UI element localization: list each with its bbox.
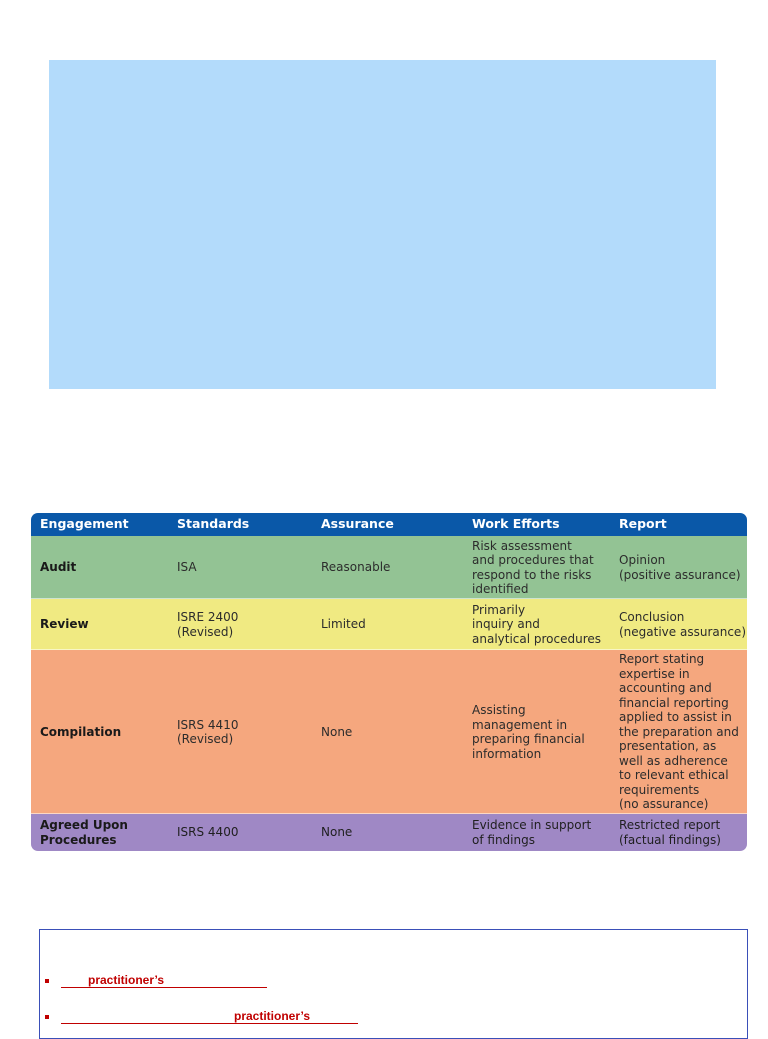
cell-line: ISRS 4410 bbox=[177, 717, 239, 732]
bullet-icon bbox=[45, 1015, 49, 1019]
cell-line: applied to assist in bbox=[619, 710, 732, 725]
cell-line: Limited bbox=[321, 617, 366, 632]
blue-placeholder-box bbox=[49, 60, 716, 389]
cell-work-efforts bbox=[472, 650, 618, 814]
cell-engagement bbox=[40, 599, 168, 650]
cell-line: (negative assurance) bbox=[619, 624, 746, 639]
note-item-1 bbox=[45, 973, 267, 989]
cell-line: Primarily bbox=[472, 602, 526, 617]
table-header-row bbox=[31, 513, 747, 536]
cell-standards bbox=[177, 650, 317, 814]
cell-line: ISA bbox=[177, 560, 197, 575]
cell-assurance bbox=[321, 536, 471, 599]
engagement-table bbox=[31, 513, 747, 851]
cell-line: analytical procedures bbox=[472, 631, 602, 646]
cell-line: well as adherence bbox=[619, 753, 728, 768]
bullet-icon bbox=[45, 979, 49, 983]
table-row-compilation bbox=[31, 650, 747, 814]
cell-line: Review bbox=[40, 617, 89, 632]
cell-assurance bbox=[321, 650, 471, 814]
cell-engagement bbox=[40, 650, 168, 814]
cell-line: ISRE 2400 bbox=[177, 610, 239, 624]
cell-line: Agreed Upon bbox=[40, 818, 128, 832]
table-row-agreed-upon-procedures bbox=[31, 814, 747, 851]
cell-work-efforts bbox=[472, 599, 618, 650]
cell-line: and procedures that bbox=[472, 553, 594, 567]
cell-assurance bbox=[321, 599, 471, 650]
cell-report bbox=[619, 536, 747, 599]
cell-line: Conclusion bbox=[619, 610, 685, 624]
cell-line: (Revised) bbox=[177, 624, 234, 639]
cell-engagement bbox=[40, 536, 168, 599]
note-text: practitioner’s bbox=[88, 973, 165, 987]
cell-line: Opinion bbox=[619, 553, 666, 567]
cell-line: Audit bbox=[40, 560, 77, 575]
cell-assurance bbox=[321, 814, 471, 851]
cell-line: management in bbox=[472, 717, 568, 732]
note-item-2 bbox=[45, 1009, 358, 1025]
cell-work-efforts bbox=[472, 814, 618, 851]
header-standards: Standards bbox=[177, 516, 250, 532]
cell-standards bbox=[177, 536, 317, 599]
cell-line: preparing financial bbox=[472, 732, 585, 746]
cell-line: presentation, as bbox=[619, 739, 717, 754]
cell-line: Report stating bbox=[619, 652, 705, 667]
header-report: Report bbox=[619, 516, 667, 532]
note-blank bbox=[61, 973, 267, 988]
cell-standards bbox=[177, 599, 317, 650]
cell-line: accounting and bbox=[619, 681, 712, 696]
note-blank bbox=[61, 1009, 358, 1024]
cell-line: Procedures bbox=[40, 832, 117, 847]
cell-line: information bbox=[472, 746, 542, 761]
cell-line: Reasonable bbox=[321, 560, 391, 575]
cell-line: None bbox=[321, 825, 353, 840]
cell-line: Risk assessment bbox=[472, 538, 572, 553]
header-engagement: Engagement bbox=[40, 516, 129, 532]
cell-line: Evidence in support bbox=[472, 818, 592, 832]
cell-line: of findings bbox=[472, 832, 535, 847]
cell-line: Assisting bbox=[472, 703, 526, 717]
table-row-audit bbox=[31, 536, 747, 599]
cell-line: Restricted report bbox=[619, 818, 721, 832]
cell-engagement bbox=[40, 814, 168, 851]
cell-line: the preparation and bbox=[619, 724, 739, 739]
cell-standards bbox=[177, 814, 317, 851]
cell-line: ISRS 4400 bbox=[177, 825, 239, 840]
cell-line: (factual findings) bbox=[619, 832, 721, 847]
cell-line: (Revised) bbox=[177, 732, 234, 746]
cell-report bbox=[619, 814, 747, 851]
cell-line: expertise in bbox=[619, 666, 690, 681]
cell-line: inquiry and bbox=[472, 617, 540, 632]
note-text: practitioner’s bbox=[234, 1009, 311, 1023]
cell-line: (no assurance) bbox=[619, 797, 709, 812]
cell-line: requirements bbox=[619, 782, 700, 797]
cell-line: (positive assurance) bbox=[619, 567, 741, 582]
cell-line: respond to the risks bbox=[472, 567, 592, 582]
cell-line: financial reporting bbox=[619, 695, 729, 710]
cell-work-efforts bbox=[472, 536, 618, 599]
cell-line: None bbox=[321, 724, 353, 739]
cell-report bbox=[619, 599, 747, 650]
cell-report bbox=[619, 650, 747, 814]
header-work-efforts: Work Efforts bbox=[472, 516, 560, 532]
cell-line: identified bbox=[472, 582, 529, 596]
cell-line: Compilation bbox=[40, 724, 122, 739]
cell-line: to relevant ethical bbox=[619, 768, 729, 783]
header-assurance: Assurance bbox=[321, 516, 394, 532]
table-row-review bbox=[31, 599, 747, 650]
